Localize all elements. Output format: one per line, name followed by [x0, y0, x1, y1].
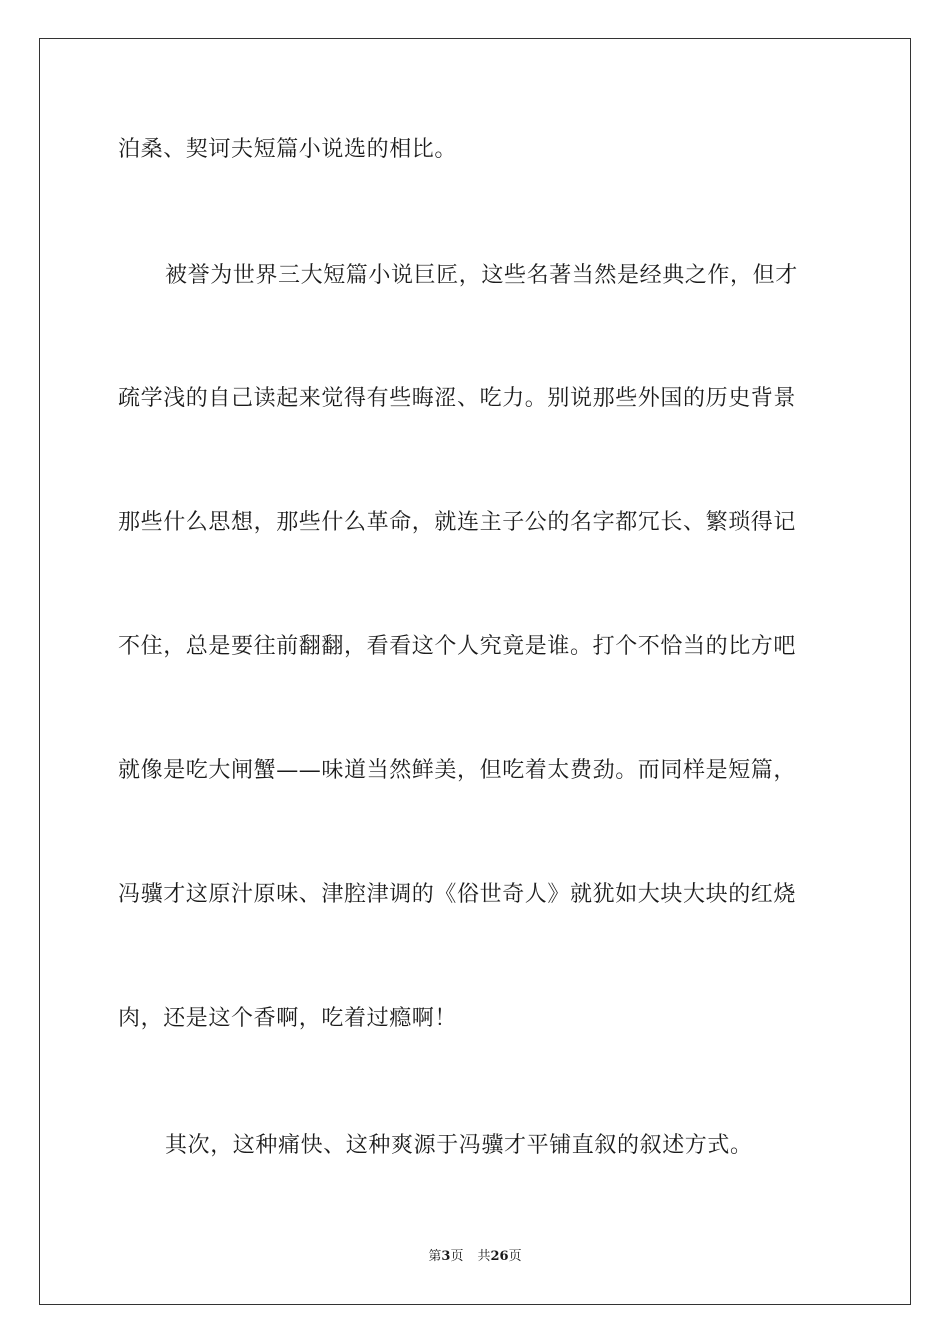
text-line: 不住，总是要往前翻翻，看看这个人究竟是谁。打个不恰当的比方吧 — [118, 634, 797, 659]
text-line: 冯骥才这原汁原味、津腔津调的《俗世奇人》就犹如大块大块的红烧 — [118, 882, 797, 907]
text-line: 其次，这种痛快、这种爽源于冯骥才平铺直叙的叙述方式。 — [165, 1133, 753, 1158]
text-line: 泊桑、契诃夫短篇小说选的相比。 — [118, 137, 458, 162]
total-pages: 26 — [490, 1249, 509, 1264]
page-footer — [0, 1248, 950, 1266]
page-number: 3 — [441, 1249, 451, 1264]
page-suffix: 页 — [450, 1249, 464, 1264]
total-prefix: 共 — [477, 1249, 491, 1264]
text-line: 就像是吃大闸蟹——味道当然鲜美，但吃着太费劲。而同样是短篇， — [118, 758, 797, 783]
total-suffix: 页 — [508, 1249, 522, 1264]
page-prefix: 第 — [428, 1249, 442, 1264]
text-line: 那些什么思想，那些什么革命，就连主子公的名字都冗长、繁琐得记 — [118, 510, 797, 535]
text-line: 肉，还是这个香啊，吃着过瘾啊！ — [118, 1006, 458, 1031]
text-line: 疏学浅的自己读起来觉得有些晦涩、吃力。别说那些外国的历史背景 — [118, 386, 797, 411]
page-border — [39, 38, 911, 1305]
text-line: 被誉为世界三大短篇小说巨匠，这些名著当然是经典之作，但才 — [165, 263, 798, 288]
